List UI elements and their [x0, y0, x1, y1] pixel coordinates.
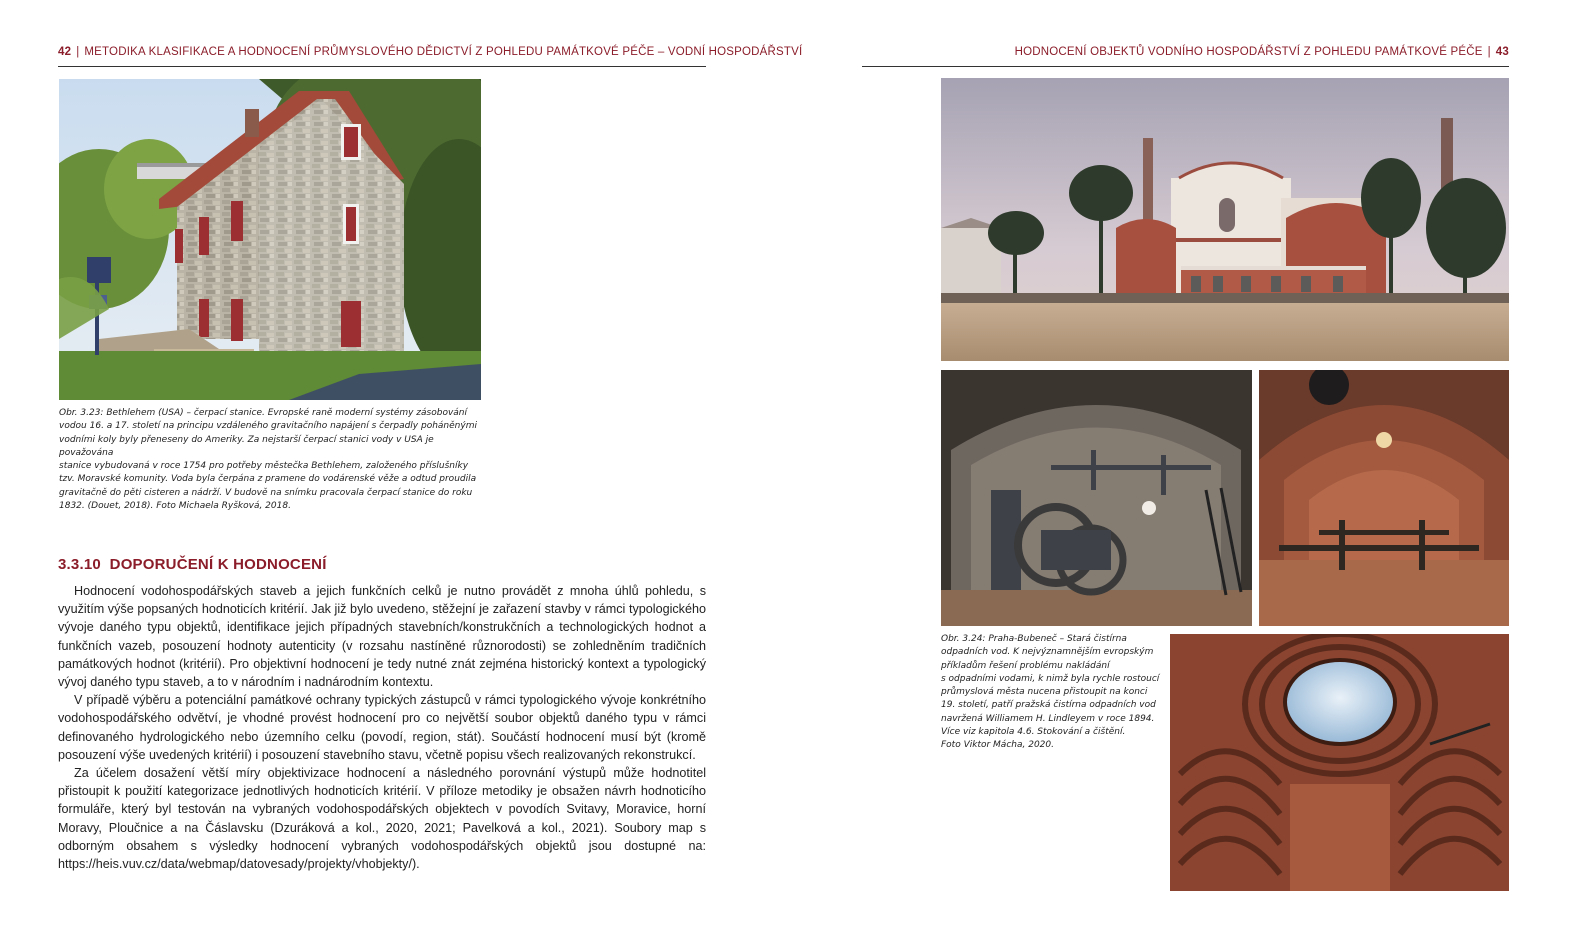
right-header-title: HODNOCENÍ OBJEKTŮ VODNÍHO HOSPODÁŘSTVÍ Z POHLEDU PAMÁTKOVÉ PÉČE — [1014, 46, 1483, 58]
section-heading — [58, 556, 327, 573]
caption-figure-3-24 — [941, 633, 1166, 753]
left-page-header — [58, 46, 802, 58]
photo-bubenec-vaulted-hall — [1259, 370, 1509, 626]
header-separator: | — [1487, 46, 1491, 58]
caption-line: vodními koly byly přeneseny do Ameriky. Za nejstarší čerpací stanici vody v USA je považována — [59, 434, 434, 458]
caption-line: gravitačně do pěti cisteren a nádrží. V budově na snímku pracovala čerpací stanice do roku — [59, 487, 473, 498]
caption-line: s odpadními vodami, k nimž byla rychle rostoucí — [941, 673, 1160, 684]
caption-line: Foto Viktor Mácha, 2020. — [941, 740, 1054, 751]
body-text — [58, 582, 706, 873]
photo-bubenec-machine-hall — [941, 370, 1252, 626]
right-header-rule — [862, 66, 1509, 67]
caption-line: příkladům řešení problému nakládání — [941, 660, 1110, 671]
left-page-number: 42 — [58, 46, 72, 58]
caption-line: Více viz kapitola 4.6. Stokování a čištění. — [941, 727, 1126, 738]
caption-line: odpadních vod. K nejvýznamnějším evropským — [941, 647, 1154, 658]
section-number: 3.3.10 — [58, 556, 101, 573]
header-separator: | — [76, 46, 80, 58]
caption-line: 1832. (Douet, 2018). Foto Michaela Ryšková, 2018. — [59, 501, 291, 512]
body-paragraph: Hodnocení vodohospodářských staveb a jejich funkčních celků je nutno provádět z mnoha úhlů pohledu, s využitím výše popsaných hodnoticích kritérií. Jak již bylo uvedeno, stěžejní je zařazení stavby v rámci typologického vývoje daného typu objektů, identifikace jejich případných stavebních/konstrukčních a technologických hodnot a funkčních vazeb, posouzení hodnoty autenticity (v rozsahu nastíněné různorodosti) se zohledněním tradičních památkových hodnot (kritérií). Pro objektivní hodnocení je tedy nutné znát zejména historický kontext a typologický vývoj daného typu staveb, a to v národním i nadnárodním kontextu. — [58, 584, 706, 690]
left-header-rule — [58, 66, 706, 67]
body-paragraph: V případě výběru a potenciální památkové ochrany typických zástupců v rámci typologického vývoje konkrétního vodohospodářského odvětví, je vhodné provést hodnocení pro co největší soubor objektů daného typu v rámci definovaného hydrologického nebo územního celku (povodí, region, stát). Součástí hodnocení musí být (kromě posouzení výše uvedených kritérií) i posouzení stavebního stavu, včetně popisu všech realizovaných rekonstrukcí. — [58, 693, 706, 762]
caption-line: 19. století, patří pražská čistírna odpadních vod — [941, 700, 1156, 711]
caption-line: navržená Williamem H. Lindleyem v roce 1894. — [941, 713, 1155, 724]
caption-line: průmyslová města nucena přistoupit na konci — [941, 687, 1148, 698]
right-page-number: 43 — [1495, 46, 1509, 58]
caption-line: Obr. 3.23: Bethlehem (USA) – čerpací stanice. Evropské raně moderní systémy zásobování — [59, 408, 468, 418]
caption-line: Obr. 3.24: Praha-Bubeneč – Stará čistírna — [941, 634, 1127, 644]
photo-bubenec-panorama — [941, 78, 1509, 361]
photo-bethlehem-pump-station — [59, 79, 481, 400]
caption-figure-3-23 — [59, 407, 489, 513]
caption-line: vodou 16. a 17. století na principu vzdáleného gravitačního napájení s čerpadly poháněnými — [59, 421, 477, 432]
body-paragraph: Za účelem dosažení větší míry objektivizace hodnocení a následného porovnání výstupů může hodnotitel přistoupit k použití kategorizace jednotlivých hodnoticích kritérií. V příloze metodiky je obsažen návrh hodnoticího formuláře, který byl testován na vybraných vodohospodářských objektech v povodích Svitavy, Moravice, horní Moravy, Ploučnice a na Čáslavsku (Dzuráková a kol., 2020, 2021; Pavelková a kol., 2021). Soubory map s odborným obsahem s výsledky hodnocení vybraných vodohospodářských objektů jsou dostupné na: https://heis.vuv.cz/data/webmap/datovesady/projekty/vhobjekty/). — [58, 766, 706, 872]
section-title: DOPORUČENÍ K HODNOCENÍ — [109, 556, 327, 573]
caption-line: stanice vybudovaná v roce 1754 pro potřeby městečka Bethlehem, založeného příslušníky — [59, 461, 469, 472]
caption-line: tzv. Moravské komunity. Voda byla čerpána z pramene do vodárenské věže a odtud proudila — [59, 474, 477, 485]
left-header-title: METODIKA KLASIFIKACE A HODNOCENÍ PRŮMYSLOVÉHO DĚDICTVÍ Z POHLEDU PAMÁTKOVÉ PÉČE – VODNÍ HOSPODÁŘSTVÍ — [84, 46, 803, 58]
right-page-header — [1015, 46, 1509, 58]
photo-bubenec-brick-skylight — [1170, 634, 1509, 891]
